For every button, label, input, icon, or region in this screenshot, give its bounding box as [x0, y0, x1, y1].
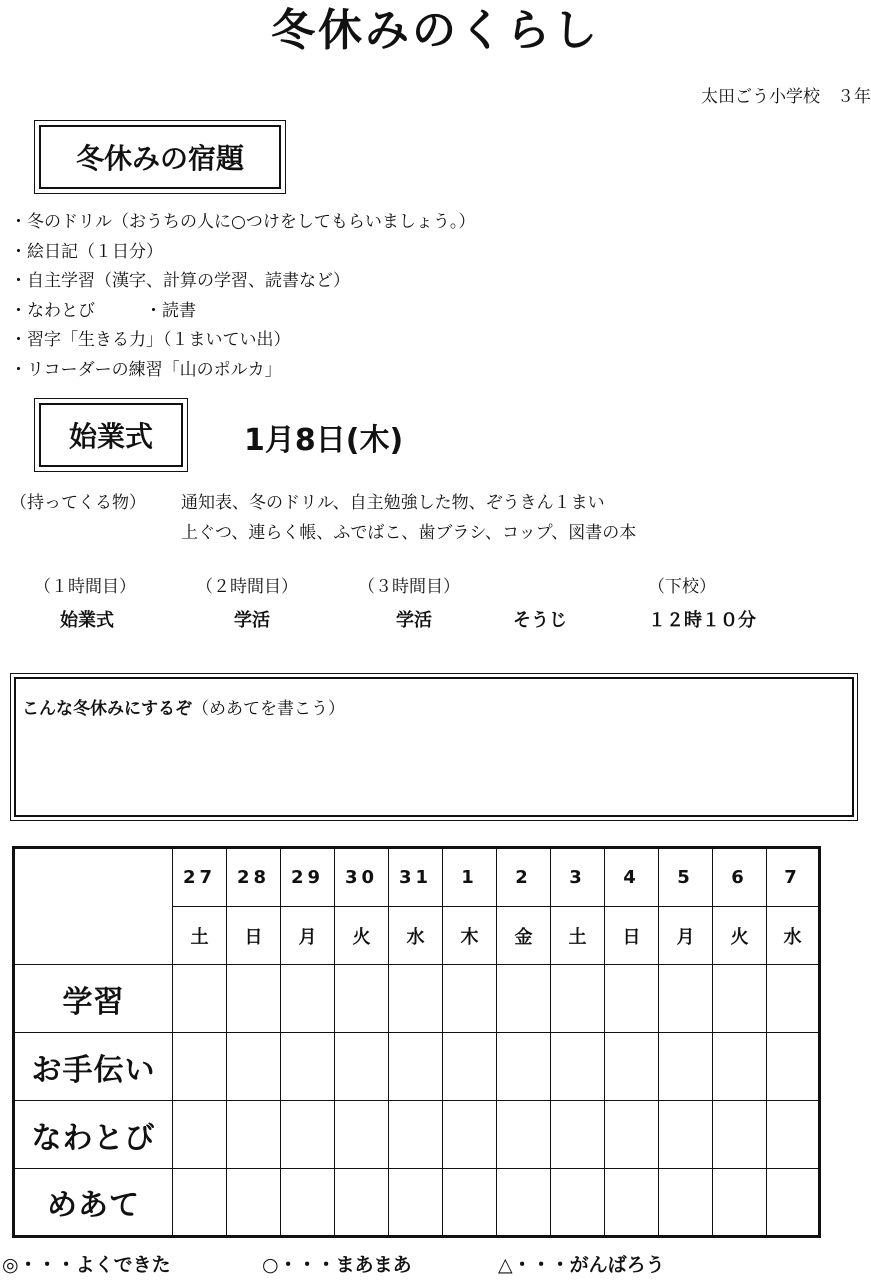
- weekday-cell: 水: [767, 907, 820, 965]
- homework-item: ・なわとび: [10, 300, 95, 321]
- weekday-cell: 金: [497, 907, 551, 965]
- day-cell: 7: [767, 848, 820, 907]
- check-cell[interactable]: [551, 1033, 605, 1101]
- day-cell: 6: [713, 848, 767, 907]
- day-cell: 2: [497, 848, 551, 907]
- check-cell[interactable]: [173, 1033, 227, 1101]
- homework-item: ・読書: [145, 300, 196, 321]
- homework-item: ・習字「生きる力」（１まいてい出）: [10, 330, 291, 350]
- check-cell[interactable]: [281, 1033, 335, 1101]
- schedule-period-label: （１時間目）: [34, 577, 136, 597]
- check-cell[interactable]: [713, 1101, 767, 1169]
- check-cell[interactable]: [605, 965, 659, 1033]
- goal-title: こんな冬休みにするぞ: [22, 699, 192, 719]
- schedule-period-value: 学活: [396, 610, 432, 631]
- schedule-cleaning-value: そうじ: [513, 610, 567, 631]
- calendar-table-wrap: [12, 846, 821, 1238]
- goal-box: [10, 673, 858, 821]
- day-cell: 4: [605, 848, 659, 907]
- bring-items-line: 上ぐつ、連らく帳、ふでばこ、歯ブラシ、コップ、図書の本: [181, 523, 637, 543]
- day-cell: 1: [443, 848, 497, 907]
- bring-items-line: 通知表、冬のドリル、自主勉強した物、ぞうきん１まい: [181, 493, 605, 513]
- homework-list: [10, 208, 475, 385]
- check-cell[interactable]: [443, 1101, 497, 1169]
- check-cell[interactable]: [659, 1101, 713, 1169]
- check-cell[interactable]: [281, 965, 335, 1033]
- goal-note: （めあてを書こう）: [192, 699, 345, 719]
- calendar-day-row: [14, 848, 820, 907]
- day-cell: 27: [173, 848, 227, 907]
- schedule-dismissal-value: １２時１０分: [648, 610, 756, 631]
- weekday-cell: 月: [659, 907, 713, 965]
- day-cell: 28: [227, 848, 281, 907]
- homework-item: ・自主学習（漢字、計算の学習、読書など）: [10, 271, 350, 291]
- schedule-period-value: 学活: [234, 610, 270, 631]
- bring-label: （持ってくる物）: [10, 493, 146, 513]
- homework-item-row: [10, 297, 475, 327]
- check-cell[interactable]: [443, 1033, 497, 1101]
- weekday-cell: 日: [227, 907, 281, 965]
- school-name: 太田ごう小学校 ３年: [701, 87, 871, 107]
- check-cell[interactable]: [605, 1033, 659, 1101]
- ceremony-date: 1月8日(木): [244, 423, 404, 458]
- calendar-row-goal: [14, 1169, 820, 1237]
- calendar-table: [12, 846, 821, 1238]
- schedule-period-label: （３時間目）: [358, 577, 460, 597]
- check-cell[interactable]: [767, 1169, 820, 1237]
- weekday-cell: 木: [443, 907, 497, 965]
- goal-box-inner: [14, 677, 854, 817]
- check-cell[interactable]: [335, 1169, 389, 1237]
- calendar-corner-cell: [14, 848, 173, 965]
- check-cell[interactable]: [713, 1033, 767, 1101]
- legend-okay: ○・・・まあまあ: [262, 1254, 412, 1276]
- check-cell[interactable]: [173, 965, 227, 1033]
- check-cell[interactable]: [173, 1169, 227, 1237]
- calendar-row-chores: [14, 1033, 820, 1101]
- check-cell[interactable]: [659, 965, 713, 1033]
- check-cell[interactable]: [281, 1169, 335, 1237]
- homework-heading: 冬休みの宿題: [39, 125, 281, 189]
- weekday-cell: 水: [389, 907, 443, 965]
- homework-item: ・絵日記（１日分）: [10, 241, 163, 262]
- check-cell[interactable]: [551, 1101, 605, 1169]
- check-cell[interactable]: [335, 965, 389, 1033]
- ceremony-heading: 始業式: [39, 403, 183, 467]
- ceremony-heading-box: [34, 398, 188, 472]
- schedule-dismissal-label: （下校）: [648, 577, 716, 597]
- check-cell[interactable]: [443, 965, 497, 1033]
- check-cell[interactable]: [335, 1033, 389, 1101]
- check-cell[interactable]: [227, 1101, 281, 1169]
- check-cell[interactable]: [281, 1101, 335, 1169]
- weekday-cell: 火: [335, 907, 389, 965]
- homework-item: ・冬のドリル（おうちの人に○つけをしてもらいましょう。）: [10, 212, 476, 232]
- check-cell[interactable]: [767, 1101, 820, 1169]
- weekday-cell: 日: [605, 907, 659, 965]
- check-cell[interactable]: [605, 1101, 659, 1169]
- row-label: お手伝い: [14, 1033, 173, 1101]
- calendar-row-study: [14, 965, 820, 1033]
- check-cell[interactable]: [227, 1033, 281, 1101]
- row-label: めあて: [14, 1169, 173, 1237]
- check-cell[interactable]: [713, 1169, 767, 1237]
- legend-excellent: ◎・・・よくできた: [2, 1254, 171, 1276]
- check-cell[interactable]: [443, 1169, 497, 1237]
- check-cell[interactable]: [335, 1101, 389, 1169]
- check-cell[interactable]: [767, 1033, 820, 1101]
- page-title: 冬休みのくらし: [271, 5, 600, 56]
- check-cell[interactable]: [497, 1101, 551, 1169]
- check-cell[interactable]: [767, 965, 820, 1033]
- check-cell[interactable]: [659, 1033, 713, 1101]
- schedule-period-label: （２時間目）: [196, 577, 298, 597]
- day-cell: 31: [389, 848, 443, 907]
- weekday-cell: 月: [281, 907, 335, 965]
- weekday-cell: 火: [713, 907, 767, 965]
- check-cell[interactable]: [659, 1169, 713, 1237]
- check-cell[interactable]: [551, 965, 605, 1033]
- row-label: 学習: [14, 965, 173, 1033]
- check-cell[interactable]: [497, 1033, 551, 1101]
- calendar-row-jumprope: [14, 1101, 820, 1169]
- check-cell[interactable]: [497, 1169, 551, 1237]
- check-cell[interactable]: [497, 965, 551, 1033]
- weekday-cell: 土: [551, 907, 605, 965]
- day-cell: 30: [335, 848, 389, 907]
- weekday-cell: 土: [173, 907, 227, 965]
- check-cell[interactable]: [389, 965, 443, 1033]
- schedule-period-value: 始業式: [60, 610, 114, 631]
- check-cell[interactable]: [227, 965, 281, 1033]
- check-cell[interactable]: [389, 1101, 443, 1169]
- check-cell[interactable]: [713, 965, 767, 1033]
- row-label: なわとび: [14, 1101, 173, 1169]
- check-cell[interactable]: [389, 1169, 443, 1237]
- day-cell: 3: [551, 848, 605, 907]
- day-cell: 29: [281, 848, 335, 907]
- legend-try-harder: △・・・がんばろう: [498, 1254, 665, 1276]
- check-cell[interactable]: [605, 1169, 659, 1237]
- day-cell: 5: [659, 848, 713, 907]
- homework-item: ・リコーダーの練習「山のポルカ」: [10, 359, 282, 380]
- check-cell[interactable]: [227, 1169, 281, 1237]
- check-cell[interactable]: [389, 1033, 443, 1101]
- check-cell[interactable]: [551, 1169, 605, 1237]
- check-cell[interactable]: [173, 1101, 227, 1169]
- homework-heading-box: [34, 120, 286, 194]
